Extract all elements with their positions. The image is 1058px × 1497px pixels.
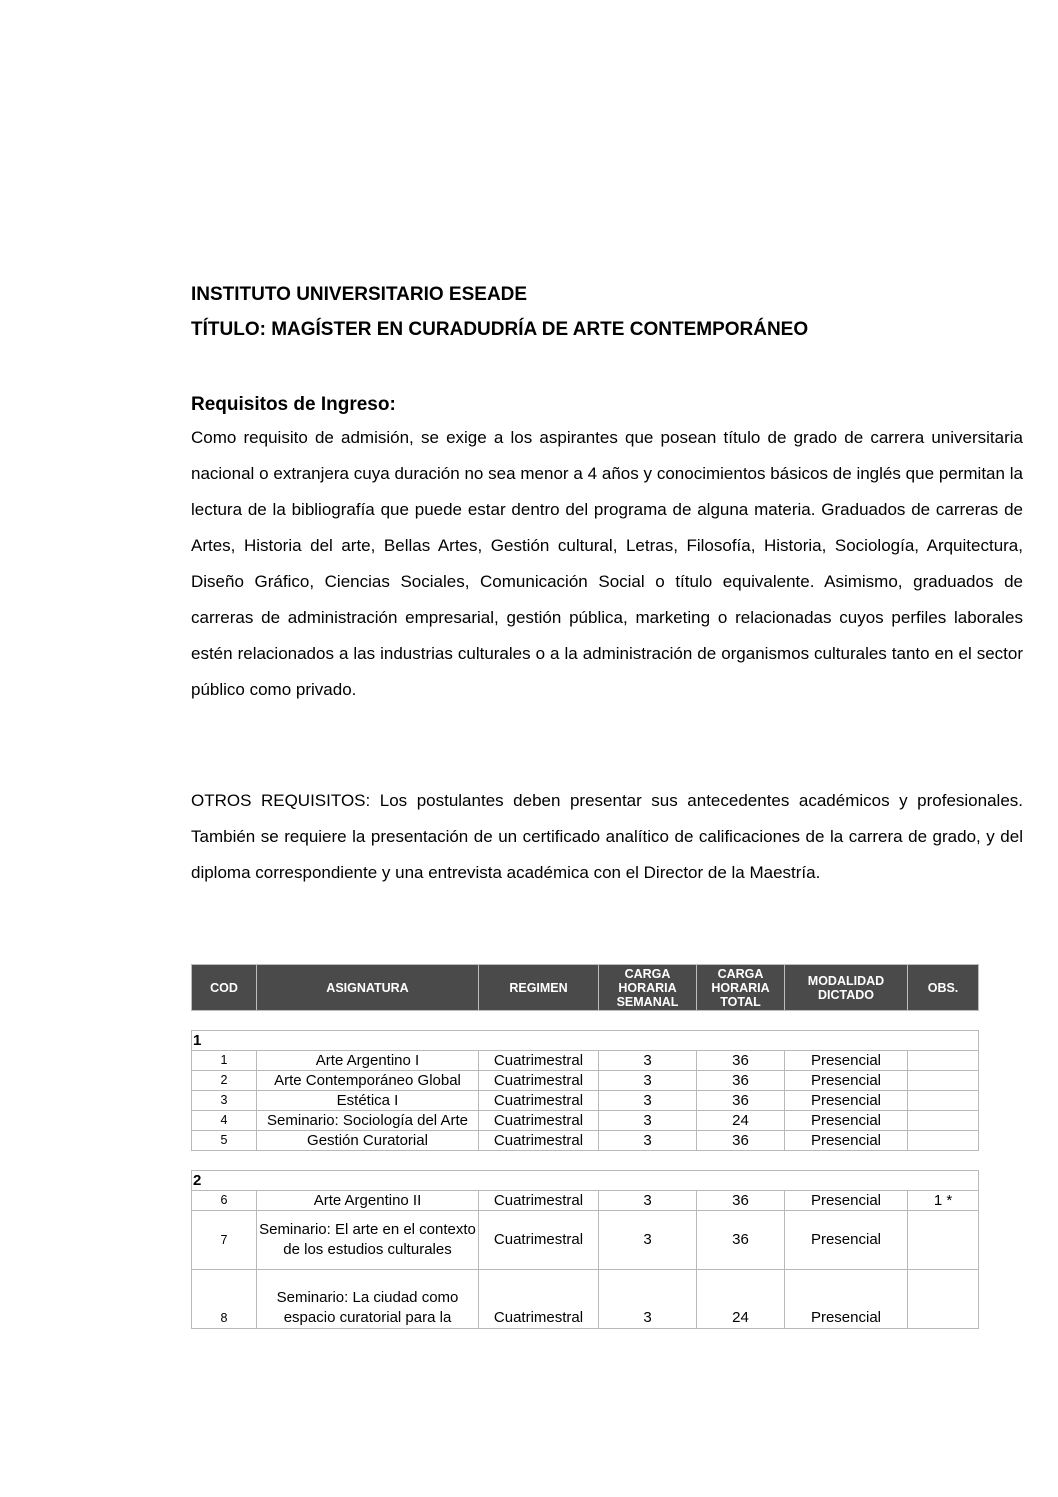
curriculum-table <box>191 964 979 1329</box>
cell-obs <box>908 1071 979 1091</box>
cell-obs <box>908 1091 979 1111</box>
semester-1-row <box>192 1031 979 1051</box>
table-row <box>192 1111 979 1131</box>
institution-heading: INSTITUTO UNIVERSITARIO ESEADE <box>191 284 528 305</box>
cell-cod: 8 <box>192 1270 257 1329</box>
cell-regimen: Cuatrimestral <box>479 1071 599 1091</box>
cell-cod: 6 <box>192 1191 257 1211</box>
header-obs: OBS. <box>908 965 979 1011</box>
requirements-heading: Requisitos de Ingreso: <box>191 394 396 415</box>
cell-obs <box>908 1051 979 1071</box>
cell-modalidad: Presencial <box>785 1051 908 1071</box>
cell-obs <box>908 1131 979 1151</box>
cell-modalidad: Presencial <box>785 1131 908 1151</box>
cell-semanal: 3 <box>599 1191 697 1211</box>
header-regimen: REGIMEN <box>479 965 599 1011</box>
cell-asignatura: Estética I <box>257 1091 479 1111</box>
semester-label: 2 <box>192 1171 979 1191</box>
header-carga-total: CARGA HORARIA TOTAL <box>697 965 785 1011</box>
table-row <box>192 1051 979 1071</box>
cell-modalidad: Presencial <box>785 1270 908 1329</box>
cell-obs <box>908 1111 979 1131</box>
header-asignatura: ASIGNATURA <box>257 965 479 1011</box>
cell-modalidad: Presencial <box>785 1091 908 1111</box>
cell-asignatura: Arte Argentino II <box>257 1191 479 1211</box>
cell-regimen: Cuatrimestral <box>479 1111 599 1131</box>
table-row <box>192 1191 979 1211</box>
cell-total: 36 <box>697 1191 785 1211</box>
semester-2-row <box>192 1171 979 1191</box>
cell-obs <box>908 1270 979 1329</box>
cell-total: 36 <box>697 1091 785 1111</box>
cell-semanal: 3 <box>599 1270 697 1329</box>
cell-cod: 3 <box>192 1091 257 1111</box>
cell-cod: 4 <box>192 1111 257 1131</box>
degree-title: TÍTULO: MAGÍSTER EN CURADUDRÍA DE ARTE CONTEMPORÁNEO <box>191 319 809 340</box>
other-requirements-paragraph: OTROS REQUISITOS: Los postulantes deben presentar sus antecedentes académicos y profesionales. También se requiere la presentación de un certificado analítico de calificaciones de la carrera de grado, y del diploma correspondiente y una entrevista académica con el Director de la Maestría. <box>191 791 1023 882</box>
cell-semanal: 3 <box>599 1111 697 1131</box>
cell-total: 24 <box>697 1270 785 1329</box>
cell-asignatura: Arte Contemporáneo Global <box>257 1071 479 1091</box>
table-row <box>192 1270 979 1329</box>
cell-cod: 1 <box>192 1051 257 1071</box>
cell-regimen: Cuatrimestral <box>479 1091 599 1111</box>
cell-obs <box>908 1211 979 1270</box>
cell-asignatura: Seminario: Sociología del Arte <box>257 1111 479 1131</box>
cell-total: 24 <box>697 1111 785 1131</box>
cell-semanal: 3 <box>599 1211 697 1270</box>
cell-modalidad: Presencial <box>785 1191 908 1211</box>
table-row <box>192 1211 979 1270</box>
cell-asignatura: Seminario: El arte en el contexto de los estudios culturales <box>257 1211 479 1270</box>
cell-total: 36 <box>697 1051 785 1071</box>
cell-total: 36 <box>697 1211 785 1270</box>
cell-asignatura: Gestión Curatorial <box>257 1131 479 1151</box>
header-carga-semanal: CARGA HORARIA SEMANAL <box>599 965 697 1011</box>
cell-modalidad: Presencial <box>785 1111 908 1131</box>
cell-regimen: Cuatrimestral <box>479 1270 599 1329</box>
header-modalidad: MODALIDAD DICTADO <box>785 965 908 1011</box>
cell-regimen: Cuatrimestral <box>479 1051 599 1071</box>
cell-total: 36 <box>697 1071 785 1091</box>
cell-cod: 5 <box>192 1131 257 1151</box>
cell-semanal: 3 <box>599 1091 697 1111</box>
cell-semanal: 3 <box>599 1131 697 1151</box>
requirements-paragraph: Como requisito de admisión, se exige a los aspirantes que posean título de grado de carrera universitaria nacional o extranjera cuya duración no sea menor a 4 años y conocimientos básicos de inglés que permitan la lectura de la bibliografía que puede estar dentro del programa de alguna materia. Graduados de carreras de Artes, Historia del arte, Bellas Artes, Gestión cultural, Letras, Filosofía, Historia, Sociología, Arquitectura, Diseño Gráfico, Ciencias Sociales, Comunicación Social o título equivalente. Asimismo, graduados de carreras de administración empresarial, gestión pública, marketing o relacionadas cuyos perfiles laborales estén relacionados a las industrias culturales o a la administración de organismos culturales tanto en el sector público como privado. <box>191 428 1023 699</box>
table-row <box>192 1131 979 1151</box>
cell-cod: 7 <box>192 1211 257 1270</box>
semester-label: 1 <box>192 1031 979 1051</box>
cell-regimen: Cuatrimestral <box>479 1211 599 1270</box>
header-cod: COD <box>192 965 257 1011</box>
cell-semanal: 3 <box>599 1071 697 1091</box>
table-header-row <box>192 965 979 1011</box>
cell-total: 36 <box>697 1131 785 1151</box>
cell-modalidad: Presencial <box>785 1211 908 1270</box>
cell-asignatura: Seminario: La ciudad como espacio curatorial para la <box>257 1270 479 1329</box>
cell-regimen: Cuatrimestral <box>479 1131 599 1151</box>
cell-cod: 2 <box>192 1071 257 1091</box>
table-row <box>192 1091 979 1111</box>
cell-semanal: 3 <box>599 1051 697 1071</box>
cell-modalidad: Presencial <box>785 1071 908 1091</box>
cell-regimen: Cuatrimestral <box>479 1191 599 1211</box>
cell-obs: 1 * <box>908 1191 979 1211</box>
cell-asignatura: Arte Argentino I <box>257 1051 479 1071</box>
table-row <box>192 1071 979 1091</box>
